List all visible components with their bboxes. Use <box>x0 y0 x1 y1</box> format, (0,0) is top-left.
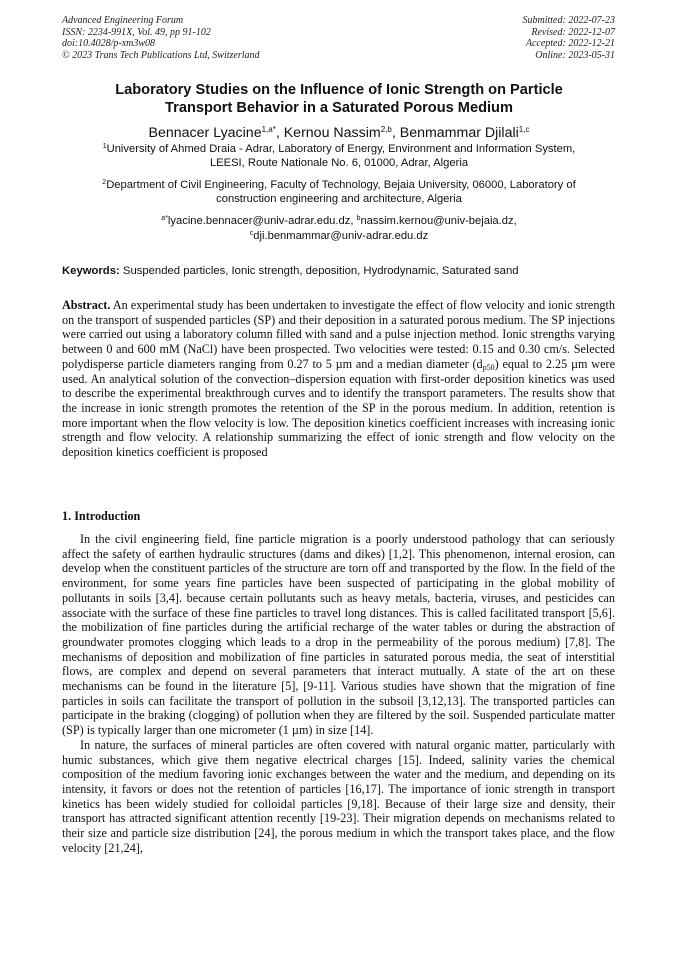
abstract <box>62 298 615 460</box>
accepted-date: Accepted: 2022-12-21 <box>525 38 615 49</box>
abstract-subscript: p50 <box>482 362 495 372</box>
email-mark: c <box>249 229 254 237</box>
email-separator: , <box>513 215 517 227</box>
submitted-date: Submitted: 2022-07-23 <box>522 15 615 26</box>
revised-date: Revised: 2022-12-07 <box>531 26 615 38</box>
author-affiliation-mark: 1,a* <box>261 125 276 134</box>
affiliation-2 <box>66 178 612 206</box>
introduction-body <box>62 532 615 855</box>
email-mark: a* <box>161 215 168 222</box>
author-separator: , <box>391 125 400 141</box>
abstract-text: ) equal to 2.25 µm were used. An analytical solution of the convection–dispersion equation with first-order deposition kinetics was used to describe the experimental breakthrough curves and to identify the transport parameters. The results show that the increase in ionic strength promotes the retention of the SP in the porous medium. In addition, retention is more important when the flow velocity is low. The deposition kinetics coefficient increases with increasing ionic strength and flow velocity. A relationship summarizing the effect of ionic strength and flow velocity on the deposition kinetics coefficient is proposed <box>62 356 615 460</box>
affiliation-mark: 2 <box>102 179 107 186</box>
doi-line[interactable]: doi:10.4028/p-xm3w08 <box>62 38 156 49</box>
email-mark: b <box>356 215 361 222</box>
online-date: Online: 2023-05-31 <box>535 49 615 61</box>
paragraph: In nature, the surfaces of mineral particles are often covered with natural organic matter, particularly with humic substances, which give them negative electrical charges [15]. Indeed, salinity varies the chemical composition of the medium favoring ionic exchanges between the water and the medium, and depending on its intensity, it favors or does not the retention of particles [16,17]. The importance of ionic strength in transport kinetics has been widely studied for colloidal particles [9,18]. Because of their large size and density, their transport has attracted significant attention recently [19-23]. Their migration depends on mechanisms related to their size and particle size distribution [24], the porous medium in which the transport takes place, and the flow velocity [21,24], <box>62 737 615 855</box>
affiliation-line: Department of Civil Engineering, Faculty of Technology, Bejaia University, 06000, Laboratory of <box>106 179 576 191</box>
email-block <box>66 214 612 243</box>
affiliation-1 <box>66 142 612 170</box>
abstract-label: Abstract. <box>62 298 111 312</box>
author-separator: , <box>275 125 284 141</box>
issn-line: ISSN: 2234-991X, Vol. 49, pp 91-102 <box>62 26 211 38</box>
title-line-1: Laboratory Studies on the Influence of Ionic Strength on Particle <box>115 82 563 98</box>
keywords <box>62 264 618 278</box>
section-heading: 1. Introduction <box>62 509 141 523</box>
affiliation-mark: 1 <box>102 143 107 150</box>
author-name: Benmammar Djilali <box>399 125 519 141</box>
journal-name: Advanced Engineering Forum <box>62 15 184 26</box>
affiliation-line: LEESI, Route Nationale No. 6, 01000, Adrar, Algeria <box>209 157 469 170</box>
author-name: Kernou Nassim <box>283 125 381 141</box>
keywords-label: Keywords: <box>62 265 120 277</box>
author-affiliation-mark: 1,c <box>518 125 530 134</box>
author-name: Bennacer Lyacine <box>148 125 262 141</box>
author-list <box>60 124 618 142</box>
author-affiliation-mark: 2,b <box>380 125 392 134</box>
paragraph: In the civil engineering field, fine particle migration is a poorly understood pathology that can seriously affect the safety of earthen hydraulic structures (dams and dikes) [1,2]. This phenomenon, internal erosion, can develop when the constituent particles of the structure are torn off and transported by the flow. In the field of the environment, for some years fine particles have been suspected of participating in the global mobility of pollutants in soils [3,4]. because certain pollutants such as heavy metals, bacteria, viruses, and pesticides can associate with the surface of these fine particles to travel long distances. This is called facilitated transport [5,6]. the mobilization of fine particles during the artificial recharge of the water tables or during the abstraction of groundwater promotes clogging which leads to a drop in the permeability of the porous medium) [7,8]. The mechanisms of deposition and mobilization of fine particles in saturated porous media, the seat of interstitial flows, are complex and depend on several parameters that interact mutually. A state of the art on these mechanisms can be found in the literature [5], [9-11]. Various studies have shown that the migration of fine particles in soils can facilitate the transport of pollution in the subsoil [3,12,13]. The transported particles can participate in the braking (clogging) of pollution when they are filtered by the soil. Suspended particulate matter (SP) is typically larger than one micrometer (1 µm) in size [14]. <box>62 532 615 738</box>
title-line-2: Transport Behavior in a Saturated Porous Medium <box>165 100 513 116</box>
journal-header <box>62 15 260 61</box>
affiliation-line: University of Ahmed Draia - Adrar, Laboratory of Energy, Environment and Information System, <box>106 143 576 155</box>
keywords-text: Suspended particles, Ionic strength, deposition, Hydrodynamic, Saturated sand <box>119 265 519 277</box>
abstract-text: An experimental study has been undertaken to investigate the effect of flow velocity and ionic strength on the transport of suspended particles (SP) and their deposition in a saturated porous medium. The SP injections were carried out using a laboratory column filled with sand and a pulse injection method. Ionic strengths varying between 0 and 600 mM (NaCl) have been prospected. Two velocities were tested: 0.15 and 0.30 cm/s. Selected polydisperse particle diameters ranging from 0.27 to 5 µm and a median diameter (d <box>62 298 615 371</box>
email-separator: , <box>350 215 357 227</box>
copyright-line: © 2023 Trans Tech Publications Ltd, Switzerland <box>62 49 260 61</box>
email-link[interactable]: nassim.kernou@univ-bejaia.dz <box>360 215 514 227</box>
email-link[interactable]: dji.benmammar@univ-adrar.edu.dz <box>253 229 429 242</box>
paper-title <box>60 81 618 117</box>
dates-header <box>523 15 616 61</box>
affiliation-line: construction engineering and architecture, Algeria <box>216 193 462 206</box>
email-link[interactable]: lyacine.bennacer@univ-adrar.edu.dz <box>167 215 351 227</box>
